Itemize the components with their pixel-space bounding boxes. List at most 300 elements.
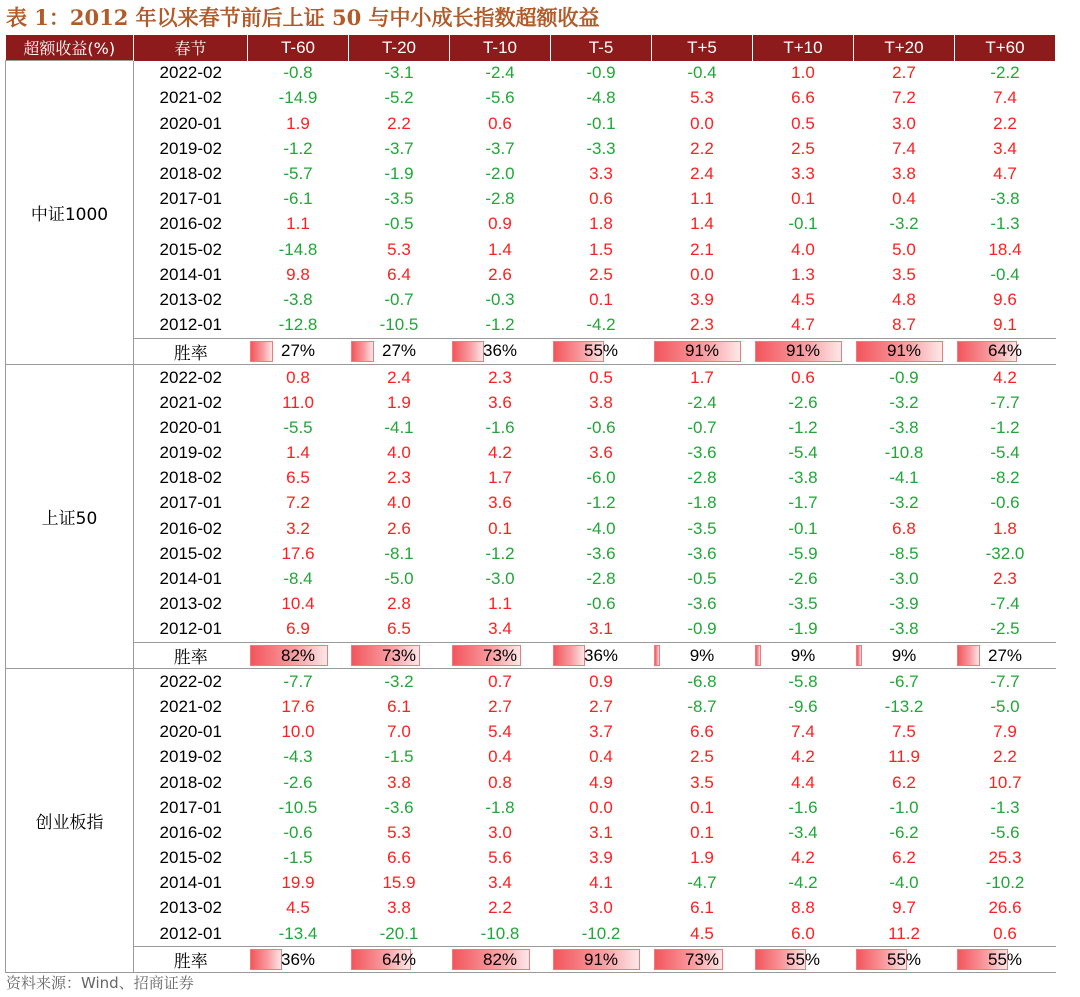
excess-return-cell: 4.2 (791, 848, 815, 868)
excess-return-cell: -5.6 (485, 88, 515, 108)
win-rate-label: 胜率 (134, 338, 248, 364)
spring-festival-date: 2021-02 (159, 696, 222, 716)
excess-return-cell: -8.2 (990, 468, 1020, 488)
excess-return-cell: -3.2 (889, 493, 919, 513)
excess-return-cell: 0.0 (690, 113, 714, 133)
win-rate-value: 36% (280, 949, 316, 969)
excess-return-cell: 4.1 (589, 873, 613, 893)
spring-festival-date: 2019-02 (159, 138, 222, 158)
win-rate-value: 73% (381, 645, 417, 665)
excess-return-cell: 0.6 (791, 367, 815, 387)
spring-festival-date: 2022-02 (159, 367, 222, 387)
win-rate-value: 55% (583, 341, 619, 361)
excess-return-cell: 5.6 (488, 848, 512, 868)
excess-return-cell: 3.8 (387, 898, 411, 918)
win-rate-row (6, 947, 1056, 973)
excess-return-cell: 0.0 (690, 264, 714, 284)
excess-return-cell: 0.6 (488, 113, 512, 133)
excess-return-cell: -7.4 (990, 594, 1020, 614)
excess-return-cell: 2.2 (387, 113, 411, 133)
excess-return-cell: 3.5 (690, 772, 714, 792)
excess-return-cell: 0.5 (791, 113, 815, 133)
excess-return-cell: -1.3 (990, 797, 1020, 817)
table-row (6, 441, 1056, 466)
excess-return-cell: 2.7 (488, 696, 512, 716)
excess-return-cell: 2.6 (488, 264, 512, 284)
excess-return-cell: -6.0 (586, 468, 616, 488)
excess-return-cell: 3.6 (488, 392, 512, 412)
table-row (6, 415, 1056, 440)
excess-return-cell: -0.7 (384, 289, 414, 309)
excess-return-cell: -0.5 (687, 569, 717, 589)
excess-return-cell: -10.8 (480, 923, 520, 943)
excess-return-cell: 0.0 (589, 797, 613, 817)
win-rate-value: 64% (987, 341, 1023, 361)
excess-return-cell: -2.5 (990, 619, 1020, 639)
table-row (6, 86, 1056, 111)
excess-return-cell: -5.9 (788, 543, 818, 563)
excess-return-cell: -1.2 (283, 138, 313, 158)
win-rate-cell (652, 947, 753, 973)
table-row (6, 237, 1056, 262)
win-rate-row (6, 643, 1056, 669)
win-rate-bar (351, 341, 374, 362)
excess-return-cell: -5.2 (384, 88, 414, 108)
excess-return-cell: -3.0 (485, 569, 515, 589)
excess-return-cell: -1.7 (788, 493, 818, 513)
header-period: T-5 (551, 35, 652, 61)
table-row (6, 795, 1056, 820)
excess-return-cell: 1.9 (387, 392, 411, 412)
excess-return-cell: -3.8 (889, 619, 919, 639)
excess-return-cell: -1.6 (788, 797, 818, 817)
excess-return-cell: -4.2 (586, 315, 616, 335)
excess-return-cell: 2.4 (690, 164, 714, 184)
excess-return-cell: 1.7 (690, 367, 714, 387)
excess-return-cell: 1.4 (690, 214, 714, 234)
win-rate-value: 91% (684, 341, 720, 361)
header-period: T-60 (248, 35, 349, 61)
excess-return-cell: 2.4 (387, 367, 411, 387)
header-period: T+10 (753, 35, 854, 61)
excess-return-cell: -5.4 (990, 443, 1020, 463)
excess-return-cell: -0.4 (687, 63, 717, 83)
win-rate-cell (955, 643, 1056, 669)
excess-return-cell: 5.0 (892, 239, 916, 259)
spring-festival-date: 2017-01 (159, 493, 222, 513)
table-row (6, 136, 1056, 161)
spring-festival-date: 2018-02 (159, 468, 222, 488)
table-row (6, 187, 1056, 212)
excess-return-cell: 2.2 (488, 898, 512, 918)
excess-return-cell: 18.4 (988, 239, 1022, 259)
table-row (6, 669, 1056, 695)
excess-return-cell: -0.1 (788, 214, 818, 234)
excess-return-cell: -6.7 (889, 671, 919, 691)
spring-festival-date: 2019-02 (159, 443, 222, 463)
excess-return-cell: -8.7 (687, 696, 717, 716)
excess-return-cell: -0.1 (586, 113, 616, 133)
table-row (6, 720, 1056, 745)
excess-return-cell: -0.6 (586, 594, 616, 614)
spring-festival-date: 2015-02 (159, 543, 222, 563)
table-row (6, 694, 1056, 719)
excess-return-cell: -0.6 (283, 822, 313, 842)
excess-return-cell: -4.1 (384, 417, 414, 437)
excess-return-cell: -3.4 (788, 822, 818, 842)
win-rate-value: 36% (482, 341, 518, 361)
table-row (6, 161, 1056, 186)
win-rate-value: 9% (790, 645, 816, 665)
excess-return-cell: 0.9 (589, 671, 613, 691)
excess-return-cell: 8.8 (791, 898, 815, 918)
excess-return-cell: 10.4 (281, 594, 315, 614)
excess-return-cell: 6.2 (892, 848, 916, 868)
excess-return-cell: 6.5 (286, 468, 310, 488)
excess-return-cell: 0.1 (690, 797, 714, 817)
excess-return-cell: -8.5 (889, 543, 919, 563)
excess-return-cell: 3.8 (589, 392, 613, 412)
table-row (6, 111, 1056, 136)
excess-return-cell: -2.6 (788, 569, 818, 589)
excess-return-cell: 7.4 (993, 88, 1017, 108)
table-row (6, 896, 1056, 921)
excess-return-cell: 5.3 (690, 88, 714, 108)
spring-festival-date: 2015-02 (159, 239, 222, 259)
spring-festival-date: 2021-02 (159, 392, 222, 412)
excess-return-cell: -4.3 (283, 747, 313, 767)
excess-return-cell: 3.4 (993, 138, 1017, 158)
table-row (6, 871, 1056, 896)
excess-return-cell: 2.5 (589, 264, 613, 284)
win-rate-bar (957, 645, 980, 666)
excess-return-cell: -4.8 (586, 88, 616, 108)
header-period: T+60 (955, 35, 1056, 61)
excess-return-cell: -3.5 (788, 594, 818, 614)
excess-return-cell: -4.7 (687, 873, 717, 893)
excess-return-cell: 6.8 (892, 518, 916, 538)
excess-return-cell: 2.3 (387, 468, 411, 488)
excess-return-cell: -1.6 (485, 417, 515, 437)
excess-return-cell: 3.9 (690, 289, 714, 309)
excess-return-cell: -8.4 (283, 569, 313, 589)
excess-return-cell: -6.8 (687, 671, 717, 691)
excess-return-cell: -3.8 (990, 189, 1020, 209)
excess-return-cell: -10.8 (884, 443, 924, 463)
excess-return-cell: 25.3 (988, 848, 1022, 868)
excess-return-cell: 3.4 (488, 873, 512, 893)
win-rate-cell (955, 947, 1056, 973)
excess-return-cell: 1.8 (589, 214, 613, 234)
excess-return-cell: -10.2 (581, 923, 621, 943)
excess-return-cell: 2.6 (387, 518, 411, 538)
excess-return-cell: 7.0 (387, 722, 411, 742)
excess-return-cell: 0.1 (589, 289, 613, 309)
excess-return-cell: -1.2 (586, 493, 616, 513)
win-rate-cell (551, 643, 652, 669)
header-period: T+20 (854, 35, 955, 61)
excess-return-cell: 4.0 (387, 493, 411, 513)
header-period: T+5 (652, 35, 753, 61)
excess-return-cell: -1.9 (788, 619, 818, 639)
spring-festival-date: 2014-01 (159, 569, 222, 589)
win-rate-bar (654, 645, 660, 666)
excess-return-cell: -6.2 (889, 822, 919, 842)
excess-return-cell: -3.5 (384, 189, 414, 209)
excess-return-cell: -5.5 (283, 417, 313, 437)
excess-return-cell: 1.1 (690, 189, 714, 209)
header-spring-festival: 春节 (134, 35, 248, 61)
excess-return-cell: -5.8 (788, 671, 818, 691)
win-rate-cell (753, 643, 854, 669)
excess-return-cell: -1.5 (384, 747, 414, 767)
excess-return-cell: -2.6 (283, 772, 313, 792)
win-rate-value: 9% (891, 645, 917, 665)
spring-festival-date: 2022-02 (159, 63, 222, 83)
excess-return-cell: 3.2 (286, 518, 310, 538)
excess-return-cell: 10.7 (988, 772, 1022, 792)
win-rate-value: 73% (482, 645, 518, 665)
excess-return-cell: 3.3 (791, 164, 815, 184)
win-rate-value: 27% (280, 341, 316, 361)
excess-return-cell: 1.1 (488, 594, 512, 614)
excess-return-cell: -3.8 (788, 468, 818, 488)
spring-festival-date: 2019-02 (159, 747, 222, 767)
source-note: 资料来源：Wind、招商证券 (6, 974, 194, 992)
excess-return-cell: -10.5 (278, 797, 318, 817)
win-rate-cell (551, 947, 652, 973)
excess-return-cell: 3.6 (488, 493, 512, 513)
excess-return-cell: 4.7 (993, 164, 1017, 184)
excess-return-cell: 0.1 (791, 189, 815, 209)
excess-return-cell: -0.6 (990, 493, 1020, 513)
excess-return-cell: -1.0 (889, 797, 919, 817)
excess-return-cell: 4.2 (993, 367, 1017, 387)
excess-return-cell: 4.7 (791, 315, 815, 335)
win-rate-cell (753, 338, 854, 364)
excess-return-cell: -13.2 (884, 696, 924, 716)
excess-return-cell: 0.8 (286, 367, 310, 387)
excess-return-cell: 6.9 (286, 619, 310, 639)
table-row (6, 592, 1056, 617)
table-row (6, 541, 1056, 566)
excess-return-cell: 0.4 (892, 189, 916, 209)
excess-return-cell: 3.6 (589, 443, 613, 463)
excess-return-cell: -3.3 (586, 138, 616, 158)
excess-return-cell: -5.4 (788, 443, 818, 463)
excess-return-cell: 17.6 (281, 696, 315, 716)
excess-return-cell: 2.7 (892, 63, 916, 83)
excess-return-cell: 4.2 (791, 747, 815, 767)
excess-return-cell: 2.7 (589, 696, 613, 716)
excess-return-cell: 3.1 (589, 619, 613, 639)
excess-return-cell: -2.4 (485, 63, 515, 83)
excess-return-cell: 2.3 (690, 315, 714, 335)
excess-return-cell: -14.9 (278, 88, 318, 108)
excess-return-cell: 6.6 (387, 848, 411, 868)
index-group-label: 上证50 (6, 364, 134, 668)
excess-return-cell: 26.6 (988, 898, 1022, 918)
win-rate-cell (450, 947, 551, 973)
excess-return-cell: 4.0 (791, 239, 815, 259)
win-rate-bar (856, 645, 862, 666)
excess-return-cell: -0.1 (788, 518, 818, 538)
excess-return-cell: 3.0 (488, 822, 512, 842)
excess-return-cell: -3.1 (384, 63, 414, 83)
spring-festival-date: 2017-01 (159, 797, 222, 817)
excess-return-cell: 0.4 (589, 747, 613, 767)
excess-return-cell: 4.5 (690, 923, 714, 943)
table-row (6, 846, 1056, 871)
spring-festival-date: 2017-01 (159, 189, 222, 209)
table-row (6, 566, 1056, 591)
win-rate-value: 91% (785, 341, 821, 361)
excess-return-cell: 10.0 (281, 722, 315, 742)
excess-return-cell: 0.4 (488, 747, 512, 767)
win-rate-value: 82% (482, 949, 518, 969)
excess-return-cell: -20.1 (379, 923, 419, 943)
excess-return-cell: -10.5 (379, 315, 419, 335)
excess-return-cell: 6.0 (791, 923, 815, 943)
excess-return-cell: 9.7 (892, 898, 916, 918)
excess-return-cell: -1.2 (485, 315, 515, 335)
win-rate-cell (652, 643, 753, 669)
excess-return-cell: 1.0 (791, 63, 815, 83)
excess-return-cell: 15.9 (382, 873, 416, 893)
excess-return-cell: 0.9 (488, 214, 512, 234)
excess-return-cell: -2.4 (687, 392, 717, 412)
excess-return-cell: 3.9 (589, 848, 613, 868)
table-body (6, 61, 1056, 973)
excess-return-cell: 0.6 (993, 923, 1017, 943)
excess-return-cell: -0.3 (485, 289, 515, 309)
excess-return-cell: -14.8 (278, 239, 318, 259)
excess-return-cell: 2.8 (387, 594, 411, 614)
table-row (6, 921, 1056, 947)
excess-return-cell: 0.6 (589, 189, 613, 209)
excess-return-cell: -2.8 (586, 569, 616, 589)
excess-return-cell: -5.0 (384, 569, 414, 589)
excess-return-cell: -1.8 (485, 797, 515, 817)
win-rate-value: 82% (280, 645, 316, 665)
win-rate-value: 27% (987, 645, 1023, 665)
excess-return-cell: 6.1 (387, 696, 411, 716)
excess-return-cell: -0.9 (586, 63, 616, 83)
excess-return-cell: 9.1 (993, 315, 1017, 335)
excess-return-cell: -1.5 (283, 848, 313, 868)
table-row (6, 491, 1056, 516)
excess-return-cell: 7.4 (791, 722, 815, 742)
excess-return-cell: -6.1 (283, 189, 313, 209)
excess-return-cell: 0.8 (488, 772, 512, 792)
excess-return-cell: 1.4 (488, 239, 512, 259)
table-row (6, 617, 1056, 643)
excess-return-cell: -2.2 (990, 63, 1020, 83)
excess-return-cell: 7.4 (892, 138, 916, 158)
table-row (6, 313, 1056, 339)
excess-return-cell: -3.7 (384, 138, 414, 158)
win-rate-cell (652, 338, 753, 364)
spring-festival-date: 2018-02 (159, 772, 222, 792)
table-row (6, 820, 1056, 845)
excess-return-cell: 3.1 (589, 822, 613, 842)
excess-return-cell: -3.8 (283, 289, 313, 309)
excess-return-cell: -1.8 (687, 493, 717, 513)
excess-return-cell: 4.0 (387, 443, 411, 463)
excess-return-cell: 2.2 (993, 747, 1017, 767)
excess-return-cell: 9.8 (286, 264, 310, 284)
win-rate-cell (349, 947, 450, 973)
excess-return-cell: -3.0 (889, 569, 919, 589)
excess-return-cell: 2.2 (993, 113, 1017, 133)
excess-return-cell: 4.5 (791, 289, 815, 309)
excess-return-cell: 2.3 (993, 569, 1017, 589)
spring-festival-date: 2022-02 (159, 671, 222, 691)
excess-return-cell: -1.2 (485, 543, 515, 563)
excess-return-cell: -5.0 (990, 696, 1020, 716)
win-rate-cell (248, 947, 349, 973)
excess-return-cell: -7.7 (283, 671, 313, 691)
table-row (6, 516, 1056, 541)
spring-festival-date: 2020-01 (159, 113, 222, 133)
win-rate-value: 9% (689, 645, 715, 665)
excess-return-cell: 1.4 (286, 443, 310, 463)
spring-festival-date: 2020-01 (159, 417, 222, 437)
excess-return-cell: -3.2 (889, 214, 919, 234)
excess-return-cell: 5.3 (387, 239, 411, 259)
win-rate-value: 55% (886, 949, 922, 969)
excess-return-cell: -3.2 (889, 392, 919, 412)
excess-return-cell: 7.2 (286, 493, 310, 513)
excess-return-cell: -7.7 (990, 671, 1020, 691)
excess-return-cell: 7.2 (892, 88, 916, 108)
win-rate-cell (955, 338, 1056, 364)
excess-return-cell: -0.9 (687, 619, 717, 639)
excess-return-table (5, 35, 1056, 973)
excess-return-cell: -2.8 (485, 189, 515, 209)
excess-return-cell: 7.5 (892, 722, 916, 742)
spring-festival-date: 2012-01 (159, 619, 222, 639)
win-rate-cell (349, 643, 450, 669)
excess-return-cell: 4.5 (286, 898, 310, 918)
excess-return-cell: 1.1 (286, 214, 310, 234)
excess-return-cell: -3.9 (889, 594, 919, 614)
excess-return-cell: 19.9 (281, 873, 315, 893)
excess-return-cell: -2.8 (687, 468, 717, 488)
win-rate-cell (854, 947, 955, 973)
excess-return-cell: 1.9 (690, 848, 714, 868)
excess-return-cell: -3.6 (687, 543, 717, 563)
excess-return-cell: 5.3 (387, 822, 411, 842)
excess-return-cell: 3.8 (387, 772, 411, 792)
excess-return-cell: -13.4 (278, 923, 318, 943)
excess-return-cell: 0.1 (690, 822, 714, 842)
win-rate-value: 55% (987, 949, 1023, 969)
spring-festival-date: 2013-02 (159, 289, 222, 309)
table-row (6, 212, 1056, 237)
excess-return-cell: -1.2 (990, 417, 1020, 437)
win-rate-cell (753, 947, 854, 973)
excess-return-cell: 2.5 (791, 138, 815, 158)
excess-return-cell: 0.5 (589, 367, 613, 387)
win-rate-value: 55% (785, 949, 821, 969)
win-rate-value: 91% (583, 949, 619, 969)
excess-return-cell: -3.6 (687, 594, 717, 614)
excess-return-cell: 3.8 (892, 164, 916, 184)
excess-return-cell: 2.5 (690, 747, 714, 767)
excess-return-cell: 5.4 (488, 722, 512, 742)
header-row (6, 35, 1056, 61)
